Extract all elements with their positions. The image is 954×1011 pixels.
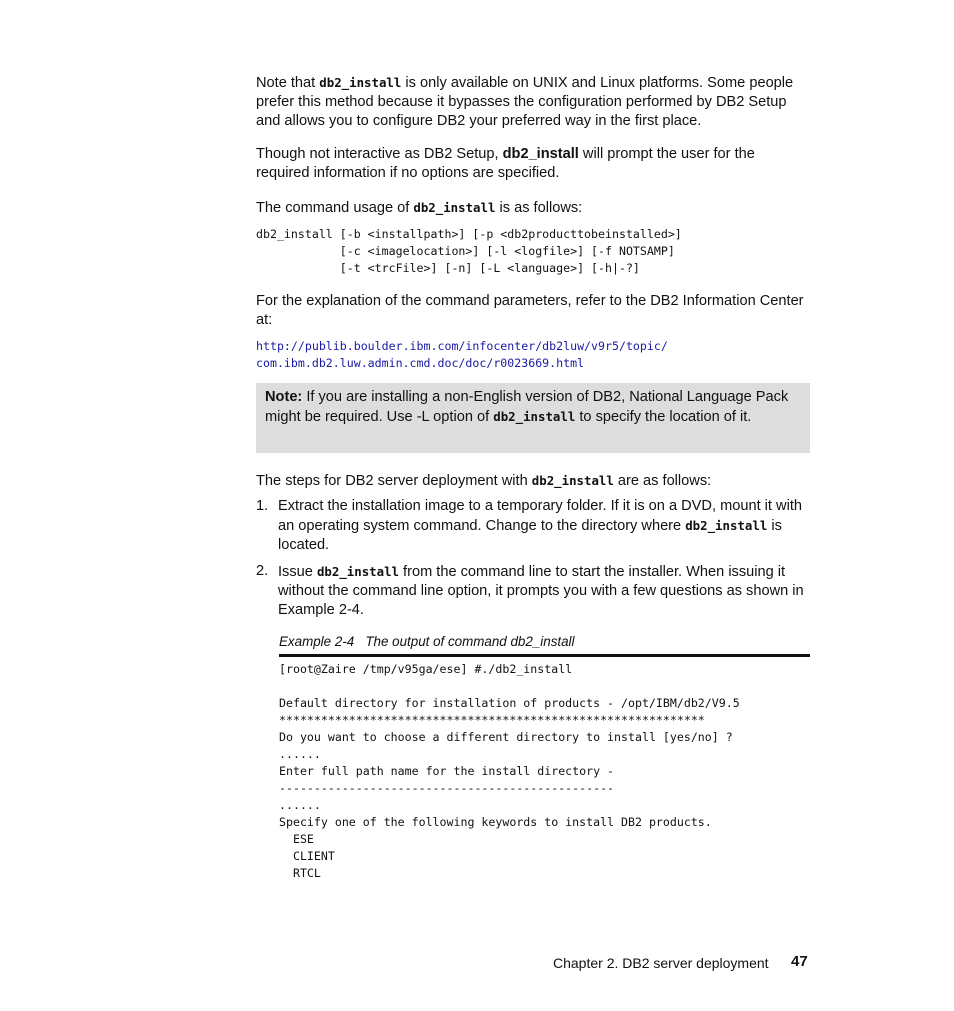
text: Though not interactive as DB2 Setup,	[256, 146, 503, 162]
text: is only available on UNIX and Linux platforms. Some people prefer this method because it bypasses the configuration performed by DB2 Setup and allows you to configure DB2 your preferred way in the first place.	[256, 75, 794, 129]
command-name: db2_install	[685, 518, 768, 533]
link-line-1[interactable]: http://publib.boulder.ibm.com/infocenter/db2luw/v9r5/topic/	[256, 339, 668, 353]
example-code: [root@Zaire /tmp/v95ga/ese] #./db2_install Default directory for installation of products - /opt/IBM/db2/V9.5 ************************************************************* Do you want to choose a different directory to install [yes/no] ? ...... Enter full path name for the install directory - ------------------------------------------------ ...... Specify one of the following keywords to install DB2 products. ESE CLIENT RTCL	[279, 662, 740, 880]
text: from the command line to start the installer. When issuing it without the command line option, it prompts you with a few questions as shown in Example 2-4.	[278, 564, 804, 618]
steps-list	[256, 497, 812, 620]
usage-code: db2_install [-b <installpath>] [-p <db2producttobeinstalled>] [-c <imagelocation>] [-l <logfile>] [-f NOTSAMP] [-t <trcFile>] [-n] [-L <language>] [-h|-?]	[256, 227, 682, 275]
text: is located.	[278, 518, 782, 553]
example-caption: Example 2-4 The output of command db2_install	[279, 634, 575, 649]
text: will prompt the user for the required information if no options are specified.	[256, 146, 755, 181]
command-name: db2_install	[316, 564, 399, 579]
usage-code-block	[256, 226, 812, 277]
example-code-block	[279, 661, 740, 882]
text: If you are installing a non-English version of DB2, National Language Pack might be required. Use -L option of	[265, 389, 789, 425]
text: to specify the location of it.	[575, 409, 752, 425]
text: The steps for DB2 server deployment with	[256, 473, 532, 489]
note-label: Note:	[265, 389, 303, 405]
step-number: 1.	[256, 498, 269, 514]
paragraph-command-usage	[256, 198, 812, 218]
explanation-text: For the explanation of the command parameters, refer to the DB2 Information Center at:	[256, 293, 804, 328]
caption-rule	[279, 654, 810, 657]
chapter-footer: Chapter 2. DB2 server deployment	[553, 955, 769, 971]
text: is as follows:	[495, 200, 583, 216]
paragraph-explanation	[256, 292, 812, 330]
command-name: db2_install	[493, 409, 576, 424]
paragraph-db2-install-availability	[256, 73, 812, 131]
step-number: 2.	[256, 563, 269, 579]
list-item	[256, 562, 812, 620]
link-line-2[interactable]: com.ibm.db2.luw.admin.cmd.doc/doc/r0023669.html	[256, 356, 585, 370]
info-center-link[interactable]	[256, 338, 812, 372]
paragraph-steps-intro	[256, 471, 812, 491]
bold-command: db2_install	[502, 146, 579, 162]
text: Extract the installation image to a temporary folder. If it is on a DVD, mount it with an operating system command. Change to the directory where	[278, 498, 802, 534]
text: The command usage of	[256, 200, 414, 216]
command-name: db2_install	[531, 473, 614, 488]
paragraph-not-interactive	[256, 145, 812, 183]
text: Note that	[256, 75, 320, 91]
text: are as follows:	[613, 473, 712, 489]
list-item	[256, 497, 812, 555]
page-number: 47	[791, 953, 808, 970]
note-box	[256, 383, 810, 453]
text: Issue	[278, 564, 317, 580]
command-name: db2_install	[413, 200, 496, 215]
command-name: db2_install	[319, 75, 402, 90]
